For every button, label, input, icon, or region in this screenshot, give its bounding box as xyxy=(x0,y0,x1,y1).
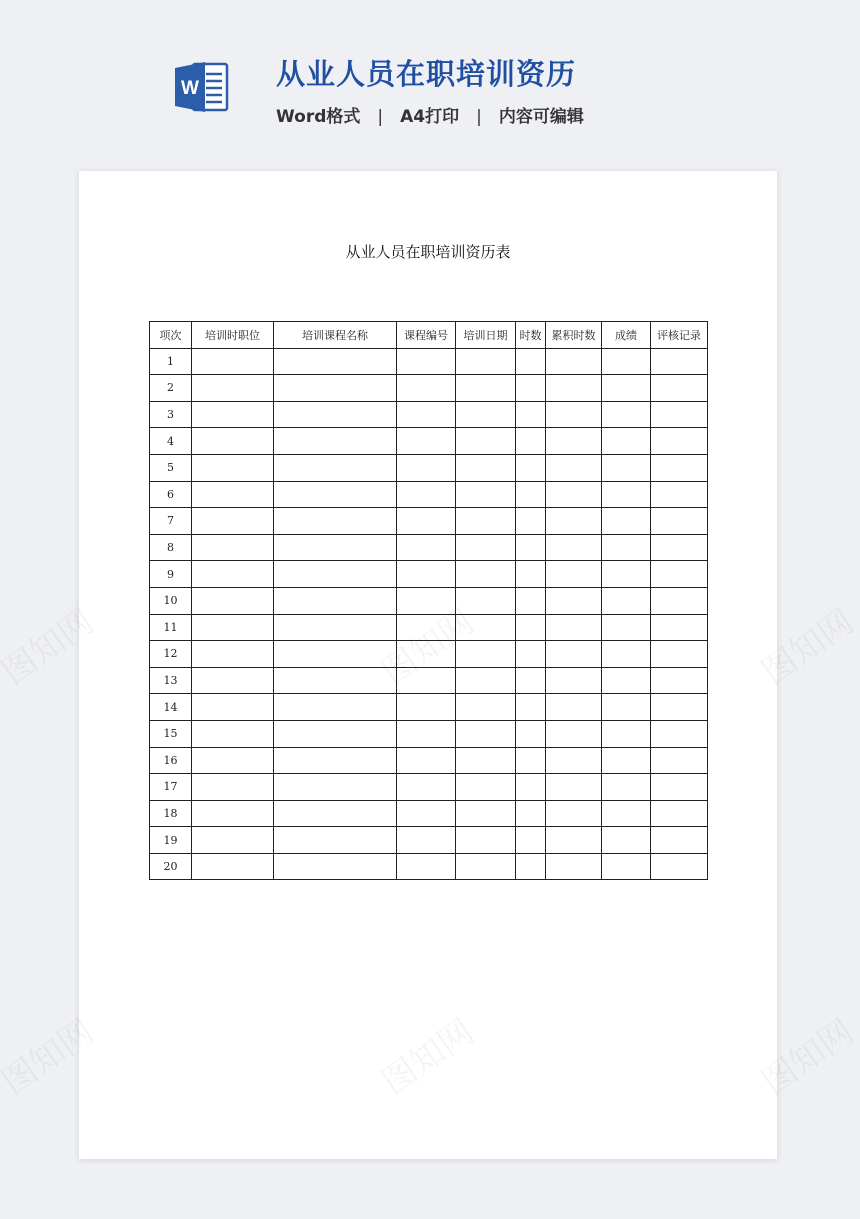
column-header-item: 项次 xyxy=(150,322,192,349)
table-cell[interactable] xyxy=(274,827,397,854)
table-cell[interactable] xyxy=(546,348,602,375)
meta-editable: 内容可编辑 xyxy=(498,107,584,127)
table-cell[interactable] xyxy=(651,827,708,854)
table-cell[interactable] xyxy=(397,827,456,854)
word-document-icon xyxy=(173,60,229,114)
table-cell[interactable] xyxy=(192,428,274,455)
table-cell[interactable] xyxy=(397,667,456,694)
table-cell[interactable] xyxy=(546,614,602,641)
table-cell[interactable] xyxy=(546,587,602,614)
table-cell[interactable] xyxy=(456,534,516,561)
table-cell[interactable] xyxy=(456,853,516,880)
table-row xyxy=(150,481,708,508)
table-cell[interactable] xyxy=(516,534,546,561)
table-cell[interactable] xyxy=(546,641,602,668)
table-cell[interactable] xyxy=(456,667,516,694)
table-cell[interactable] xyxy=(651,428,708,455)
table-cell[interactable] xyxy=(274,720,397,747)
table-cell[interactable] xyxy=(397,561,456,588)
table-cell[interactable] xyxy=(602,800,651,827)
template-title: 从业人员在职培训资历 xyxy=(276,57,577,91)
table-cell[interactable] xyxy=(546,375,602,402)
table-row xyxy=(150,853,708,880)
table-cell[interactable] xyxy=(456,694,516,721)
table-cell[interactable] xyxy=(516,587,546,614)
table-row xyxy=(150,401,708,428)
table-cell[interactable] xyxy=(546,481,602,508)
table-cell[interactable] xyxy=(192,375,274,402)
column-header-course-code: 课程编号 xyxy=(397,322,456,349)
table-cell[interactable] xyxy=(651,800,708,827)
table-cell[interactable] xyxy=(456,428,516,455)
table-cell[interactable] xyxy=(274,694,397,721)
table-cell[interactable] xyxy=(274,800,397,827)
table-cell[interactable] xyxy=(546,534,602,561)
table-cell[interactable] xyxy=(456,587,516,614)
table-row xyxy=(150,534,708,561)
table-row xyxy=(150,694,708,721)
table-cell[interactable] xyxy=(602,587,651,614)
table-cell[interactable] xyxy=(397,694,456,721)
table-cell[interactable] xyxy=(546,561,602,588)
table-row xyxy=(150,827,708,854)
table-cell[interactable] xyxy=(456,454,516,481)
table-cell[interactable] xyxy=(602,348,651,375)
table-cell[interactable] xyxy=(192,348,274,375)
table-cell[interactable] xyxy=(274,641,397,668)
table-cell[interactable] xyxy=(602,747,651,774)
meta-separator: | xyxy=(377,107,384,127)
table-row xyxy=(150,800,708,827)
table-cell[interactable] xyxy=(456,720,516,747)
table-cell[interactable] xyxy=(516,561,546,588)
table-cell[interactable] xyxy=(602,853,651,880)
table-cell[interactable] xyxy=(516,853,546,880)
table-cell[interactable] xyxy=(274,481,397,508)
table-cell[interactable] xyxy=(516,481,546,508)
table-cell[interactable] xyxy=(516,401,546,428)
row-number-cell: 8 xyxy=(150,534,192,561)
table-cell[interactable] xyxy=(192,827,274,854)
table-cell[interactable] xyxy=(274,774,397,801)
table-cell[interactable] xyxy=(546,667,602,694)
table-row xyxy=(150,774,708,801)
table-cell[interactable] xyxy=(516,614,546,641)
table-cell[interactable] xyxy=(651,481,708,508)
table-row xyxy=(150,720,708,747)
table-cell[interactable] xyxy=(651,454,708,481)
table-cell[interactable] xyxy=(397,454,456,481)
table-cell[interactable] xyxy=(192,401,274,428)
column-header-hours: 时数 xyxy=(516,322,546,349)
table-cell[interactable] xyxy=(602,720,651,747)
table-row xyxy=(150,561,708,588)
table-cell[interactable] xyxy=(192,800,274,827)
table-cell[interactable] xyxy=(456,774,516,801)
table-cell[interactable] xyxy=(456,348,516,375)
table-cell[interactable] xyxy=(274,508,397,535)
table-cell[interactable] xyxy=(602,508,651,535)
table-cell[interactable] xyxy=(516,348,546,375)
table-cell[interactable] xyxy=(651,694,708,721)
row-number-cell: 9 xyxy=(150,561,192,588)
table-cell[interactable] xyxy=(651,853,708,880)
table-row xyxy=(150,641,708,668)
table-cell[interactable] xyxy=(651,508,708,535)
table-cell[interactable] xyxy=(546,827,602,854)
row-number-cell: 7 xyxy=(150,508,192,535)
document-title: 从业人员在职培训资历表 xyxy=(345,243,511,261)
table-cell[interactable] xyxy=(516,508,546,535)
table-cell[interactable] xyxy=(192,587,274,614)
table-cell[interactable] xyxy=(546,720,602,747)
table-cell[interactable] xyxy=(397,508,456,535)
table-row xyxy=(150,587,708,614)
table-cell[interactable] xyxy=(456,747,516,774)
table-cell[interactable] xyxy=(546,747,602,774)
table-cell[interactable] xyxy=(651,774,708,801)
row-number-cell: 17 xyxy=(150,774,192,801)
table-cell[interactable] xyxy=(516,800,546,827)
column-header-cumulative-hours: 累积时数 xyxy=(546,322,602,349)
column-header-date: 培训日期 xyxy=(456,322,516,349)
table-cell[interactable] xyxy=(192,720,274,747)
table-cell[interactable] xyxy=(546,774,602,801)
page-header xyxy=(0,0,860,170)
row-number-cell: 2 xyxy=(150,375,192,402)
row-number-cell: 5 xyxy=(150,454,192,481)
table-cell[interactable] xyxy=(516,827,546,854)
table-cell[interactable] xyxy=(602,694,651,721)
table-cell[interactable] xyxy=(397,428,456,455)
row-number-cell: 3 xyxy=(150,401,192,428)
table-cell[interactable] xyxy=(192,774,274,801)
table-cell[interactable] xyxy=(274,375,397,402)
table-cell[interactable] xyxy=(397,800,456,827)
table-cell[interactable] xyxy=(456,481,516,508)
table-cell[interactable] xyxy=(516,375,546,402)
table-header-row xyxy=(150,322,708,349)
training-record-table xyxy=(149,321,708,880)
row-number-cell: 16 xyxy=(150,747,192,774)
table-cell[interactable] xyxy=(397,641,456,668)
table-cell[interactable] xyxy=(192,508,274,535)
table-cell[interactable] xyxy=(456,508,516,535)
table-cell[interactable] xyxy=(397,774,456,801)
table-cell[interactable] xyxy=(274,667,397,694)
table-cell[interactable] xyxy=(274,614,397,641)
table-cell[interactable] xyxy=(516,774,546,801)
table-cell[interactable] xyxy=(602,641,651,668)
word-icon-letter: W xyxy=(181,78,199,99)
table-cell[interactable] xyxy=(602,561,651,588)
table-cell[interactable] xyxy=(397,375,456,402)
table-cell[interactable] xyxy=(602,667,651,694)
table-cell[interactable] xyxy=(456,561,516,588)
table-cell[interactable] xyxy=(397,587,456,614)
table-cell[interactable] xyxy=(602,481,651,508)
table-cell[interactable] xyxy=(651,401,708,428)
table-cell[interactable] xyxy=(651,614,708,641)
table-cell[interactable] xyxy=(651,375,708,402)
table-cell[interactable] xyxy=(192,747,274,774)
column-header-position: 培训时职位 xyxy=(192,322,274,349)
table-cell[interactable] xyxy=(516,641,546,668)
table-cell[interactable] xyxy=(397,401,456,428)
row-number-cell: 18 xyxy=(150,800,192,827)
table-cell[interactable] xyxy=(602,534,651,561)
table-cell[interactable] xyxy=(602,454,651,481)
table-row xyxy=(150,508,708,535)
table-cell[interactable] xyxy=(397,720,456,747)
table-body xyxy=(150,348,708,880)
table-cell[interactable] xyxy=(397,747,456,774)
table-cell[interactable] xyxy=(516,720,546,747)
meta-separator: | xyxy=(476,107,482,127)
column-header-score: 成绩 xyxy=(602,322,651,349)
table-cell[interactable] xyxy=(192,454,274,481)
meta-print: A4打印 xyxy=(400,107,460,127)
table-cell[interactable] xyxy=(651,720,708,747)
table-cell[interactable] xyxy=(456,641,516,668)
table-cell[interactable] xyxy=(397,614,456,641)
table-cell[interactable] xyxy=(546,800,602,827)
table-cell[interactable] xyxy=(397,534,456,561)
row-number-cell: 15 xyxy=(150,720,192,747)
table-cell[interactable] xyxy=(602,375,651,402)
row-number-cell: 20 xyxy=(150,853,192,880)
table-cell[interactable] xyxy=(602,428,651,455)
table-cell[interactable] xyxy=(274,561,397,588)
table-cell[interactable] xyxy=(192,694,274,721)
row-number-cell: 12 xyxy=(150,641,192,668)
table-cell[interactable] xyxy=(651,561,708,588)
table-cell[interactable] xyxy=(651,534,708,561)
table-cell[interactable] xyxy=(397,481,456,508)
table-cell[interactable] xyxy=(274,747,397,774)
table-cell[interactable] xyxy=(397,348,456,375)
table-cell[interactable] xyxy=(274,534,397,561)
table-cell[interactable] xyxy=(546,401,602,428)
row-number-cell: 11 xyxy=(150,614,192,641)
table-cell[interactable] xyxy=(516,428,546,455)
table-cell[interactable] xyxy=(546,428,602,455)
table-cell[interactable] xyxy=(651,641,708,668)
table-row xyxy=(150,667,708,694)
table-cell[interactable] xyxy=(602,774,651,801)
table-cell[interactable] xyxy=(456,800,516,827)
table-cell[interactable] xyxy=(516,747,546,774)
table-cell[interactable] xyxy=(192,614,274,641)
table-cell[interactable] xyxy=(456,827,516,854)
table-cell[interactable] xyxy=(192,667,274,694)
table-cell[interactable] xyxy=(274,401,397,428)
table-cell[interactable] xyxy=(602,401,651,428)
row-number-cell: 13 xyxy=(150,667,192,694)
table-cell[interactable] xyxy=(546,853,602,880)
table-cell[interactable] xyxy=(516,694,546,721)
row-number-cell: 4 xyxy=(150,428,192,455)
table-cell[interactable] xyxy=(456,401,516,428)
table-row xyxy=(150,454,708,481)
table-cell[interactable] xyxy=(546,454,602,481)
document-page xyxy=(79,171,777,1159)
table-cell[interactable] xyxy=(546,694,602,721)
table-row xyxy=(150,375,708,402)
table-cell[interactable] xyxy=(274,428,397,455)
table-cell[interactable] xyxy=(192,481,274,508)
row-number-cell: 14 xyxy=(150,694,192,721)
table-cell[interactable] xyxy=(651,587,708,614)
table-cell[interactable] xyxy=(651,348,708,375)
table-cell[interactable] xyxy=(192,853,274,880)
table-cell[interactable] xyxy=(456,375,516,402)
table-row xyxy=(150,428,708,455)
table-row xyxy=(150,614,708,641)
table-cell[interactable] xyxy=(602,614,651,641)
template-meta xyxy=(276,102,584,127)
column-header-course-name: 培训课程名称 xyxy=(274,322,397,349)
table-cell[interactable] xyxy=(274,853,397,880)
table-cell[interactable] xyxy=(546,508,602,535)
table-cell[interactable] xyxy=(456,614,516,641)
meta-format: Word格式 xyxy=(276,107,361,127)
column-header-evaluation: 评核记录 xyxy=(651,322,708,349)
row-number-cell: 1 xyxy=(150,348,192,375)
table-cell[interactable] xyxy=(651,667,708,694)
table-cell[interactable] xyxy=(192,641,274,668)
row-number-cell: 6 xyxy=(150,481,192,508)
table-cell[interactable] xyxy=(397,853,456,880)
table-cell[interactable] xyxy=(274,587,397,614)
table-cell[interactable] xyxy=(651,747,708,774)
table-cell[interactable] xyxy=(602,827,651,854)
table-cell[interactable] xyxy=(516,454,546,481)
row-number-cell: 10 xyxy=(150,587,192,614)
table-cell[interactable] xyxy=(274,454,397,481)
table-cell[interactable] xyxy=(274,348,397,375)
table-row xyxy=(150,747,708,774)
table-cell[interactable] xyxy=(192,561,274,588)
row-number-cell: 19 xyxy=(150,827,192,854)
table-cell[interactable] xyxy=(516,667,546,694)
table-cell[interactable] xyxy=(192,534,274,561)
table-row xyxy=(150,348,708,375)
